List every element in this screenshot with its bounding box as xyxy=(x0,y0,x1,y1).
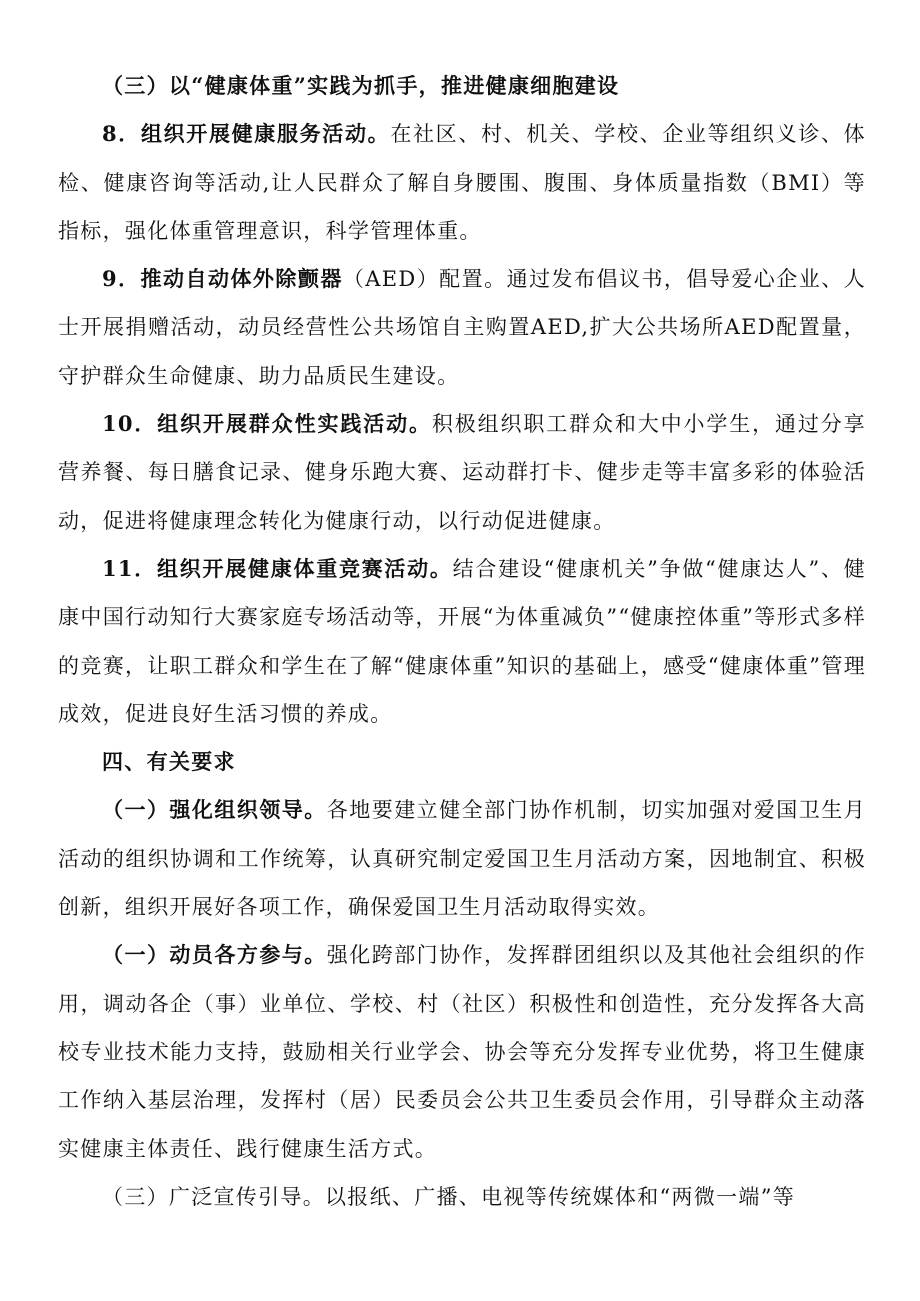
requirement-2 xyxy=(58,931,866,1172)
item-lead: 10．组织开展群众性实践活动。 xyxy=(102,411,432,437)
requirement-3 xyxy=(58,1173,866,1221)
item-lead: 9．推动自动体外除颤器 xyxy=(102,266,343,292)
item-11 xyxy=(58,545,866,738)
item-8 xyxy=(58,110,866,255)
requirement-body: 强化跨部门协作，发挥群团组织以及其他社会组织的作用，调动各企（事）业单位、学校、村（社区）积极性和创造性，充分发挥各大高校专业技术能力支持，鼓励相关行业学会、协会等充分发挥专业优势，将卫生健康工作纳入基层治理，发挥村（居）民委员会公共卫生委员会作用，引导群众主动落实健康主体责任、践行健康生活方式。 xyxy=(58,943,867,1161)
requirement-body: 各地要建立健全部门协作机制，切实加强对爱国卫生月活动的组织协调和工作统筹，认真研究制定爱国卫生月活动方案，因地制宜、积极创新，组织开展好各项工作，确保爱国卫生月活动取得实效。 xyxy=(58,798,867,920)
document-page xyxy=(58,62,866,1221)
section-heading-three: （三）以“健康体重”实践为抓手，推进健康细胞建设 xyxy=(102,73,620,98)
item-body: 积极组织职工群众和大中小学生，通过分享营养餐、每日膳食记录、健身乐跑大赛、运动群打卡、健步走等丰富多彩的体验活动，促进将健康理念转化为健康行动，以行动促进健康。 xyxy=(58,412,866,533)
item-body: （AED）配置。通过发布倡议书，倡导爱心企业、人士开展捐赠活动，动员经营性公共场馆自主购置AED,扩大公共场所AED配置量，守护群众生命健康、助力品质民生建设。 xyxy=(58,267,866,388)
requirement-1 xyxy=(58,786,866,931)
item-9 xyxy=(58,255,866,400)
item-lead: 11．组织开展健康体重竞赛活动。 xyxy=(102,555,453,581)
requirement-lead: （一）强化组织领导。 xyxy=(102,797,327,823)
item-body: 在社区、村、机关、学校、企业等组织义诊、体检、健康咨询等活动,让人民群众了解自身腰围、腹围、身体质量指数（BMI）等指标，强化体重管理意识，科学管理体重。 xyxy=(58,122,866,243)
requirement-lead: （一）动员各方参与。 xyxy=(102,942,327,968)
section-heading-four: 四、有关要求 xyxy=(102,749,236,775)
item-lead: 8．组织开展健康服务活动。 xyxy=(102,121,391,147)
item-body: 结合建设“健康机关”争做“健康达人”、健康中国行动知行大赛家庭专场活动等，开展“为体重减负”“健康控体重”等形式多样的竞赛，让职工群众和学生在了解“健康体重”知识的基础上，感受“健康体重”管理成效，促进良好生活习惯的养成。 xyxy=(58,556,866,726)
item-10 xyxy=(58,400,866,545)
requirement-body: （三）广泛宣传引导。以报纸、广播、电视等传统媒体和“两微一端”等 xyxy=(102,1184,796,1209)
